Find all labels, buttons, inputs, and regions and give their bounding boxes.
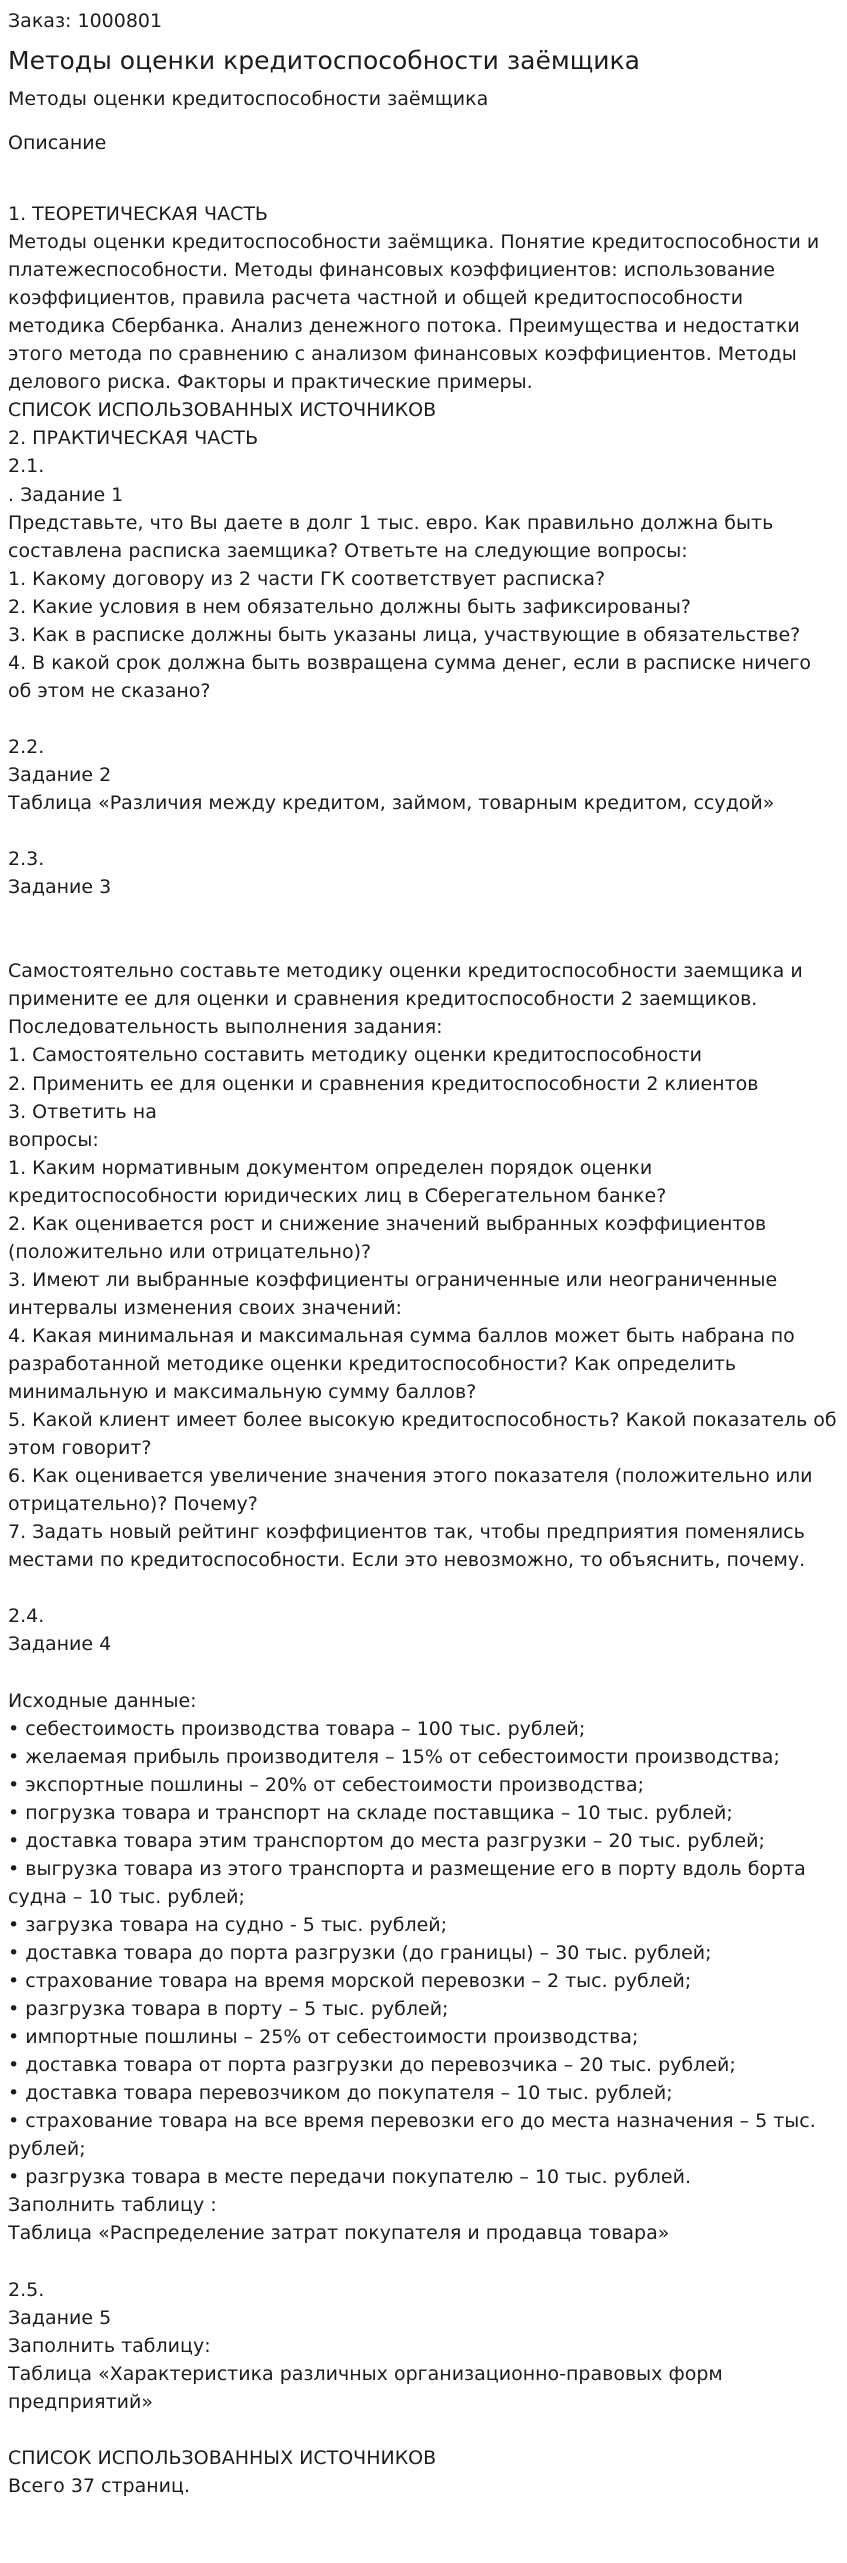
page-subtitle: Методы оценки кредитоспособности заёмщика	[8, 88, 489, 110]
page-title: Методы оценки кредитоспособности заёмщика	[8, 46, 640, 75]
description-label: Описание	[8, 132, 107, 154]
description-text: 1. ТЕОРЕТИЧЕСКАЯ ЧАСТЬ Методы оценки кредитоспособности заёмщика. Понятие кредитоспособности и платежеспособности. Методы финансовых коэффициентов: использование коэффициентов, правила расчета частной и общей кредитоспособности методика Сбербанка. Анализ денежного потока. Преимущества и недостатки этого метода по сравнению с анализом финансовых коэффициентов. Методы делового риска. Факторы и практические примеры. СПИСОК ИСПОЛЬЗОВАННЫХ ИСТОЧНИКОВ 2. ПРАКТИЧЕСКАЯ ЧАСТЬ 2.1. . Задание 1 Представьте, что Вы даете в долг 1 тыс. евро. Как правильно должна быть составлена расписка заемщика? Ответьте на следующие вопросы: 1. Какому договору из 2 части ГК соответствует расписка? 2. Какие условия в нем обязательно должны быть зафиксированы? 3. Как в расписке должны быть указаны лица, участвующие в обязательстве? 4. В какой срок должна быть возвращена сумма денег, если в расписке ничего об этом не сказано? 2.2. Задание 2 Таблица «Различия между кредитом, займом, товарным кредитом, ссудой» 2.3. Задание 3 Самостоятельно составьте методику оценки кредитоспособности заемщика и примените ее для оценки и сравнения кредитоспособности 2 заемщиков. Последовательность выполнения задания: 1. Самостоятельно составить методику оценки кредитоспособности 2. Применить ее для оценки и сравнения кредитоспособности 2 клиентов 3. Ответить на вопросы: 1. Каким нормативным документом определен порядок оценки кредитоспособности юридических лиц в Сберегательном банке? 2. Как оценивается рост и снижение значений выбранных коэффициентов (положительно или отрицательно)? 3. Имеют ли выбранные коэффициенты ограниченные или неограниченные интервалы изменения своих значений: 4. Какая минимальная и максимальная сумма баллов может быть набрана по разработанной методике оценки кредитоспособности? Как определить минимальную и максимальную сумму баллов? 5. Какой клиент имеет более высокую кредитоспособность? Какой показатель об этом говорит? 6. Как оценивается увеличение значения этого показателя (положительно или отрицательно)? Почему? 7. Задать новый рейтинг коэффициентов так, чтобы предприятия поменялись местами по кредитоспособности. Если это невозможно, то объяснить, почему. 2.4. Задание 4 Исходные данные: • себестоимость производства товара – 100 тыс. рублей; • желаемая прибыль производителя – 15% от себестоимости производства; • экспортные пошлины – 20% от себестоимости производства; • погрузка товара и транспорт на складе поставщика – 10 тыс. рублей; • доставка товара этим транспортом до места разгрузки – 20 тыс. рублей; • выгрузка товара из этого транспорта и размещение его в порту вдоль борта судна – 10 тыс. рублей; • загрузка товара на судно - 5 тыс. рублей; • доставка товара до порта разгрузки (до границы) – 30 тыс. рублей; • страхование товара на время морской перевозки – 2 тыс. рублей; • разгрузка товара в порту – 5 тыс. рублей; • импортные пошлины – 25% от себестоимости производства; • доставка товара от порта разгрузки до перевозчика – 20 тыс. рублей; • доставка товара перевозчиком до покупателя – 10 тыс. рублей; • страхование товара на все время перевозки его до места назначения – 5 тыс. рублей; • разгрузка товара в месте передачи покупателю – 10 тыс. рублей. Заполнить таблицу : Таблица «Распределение затрат покупателя и продавца товара» 2.5. Задание 5 Заполнить таблицу: Таблица «Характеристика различных организационно-правовых форм предприятий» СПИСОК ИСПОЛЬЗОВАННЫХ ИСТОЧНИКОВ Всего 37 страниц.	[8, 203, 837, 2497]
order-number: Заказ: 1000801	[8, 10, 163, 32]
